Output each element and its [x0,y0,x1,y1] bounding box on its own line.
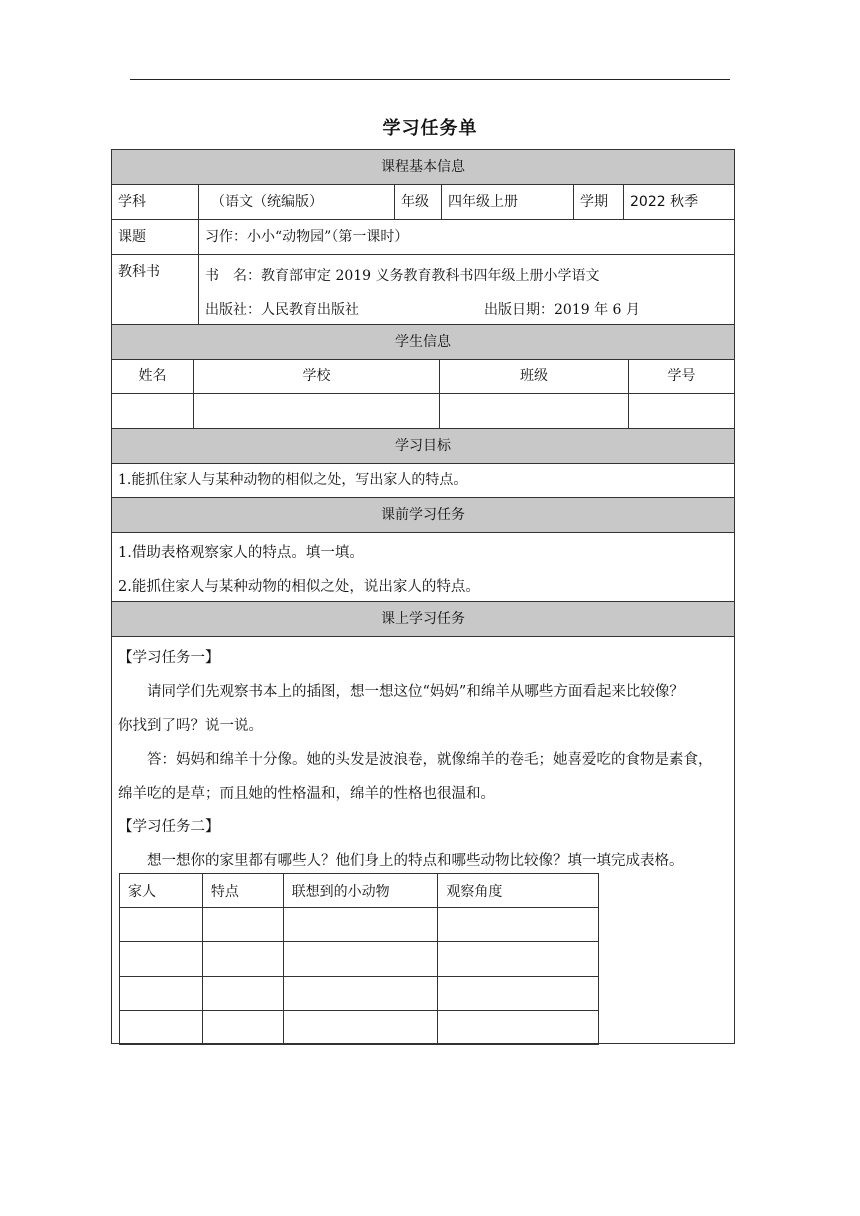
task1-title: 【学习任务一】 [118,650,220,666]
table-cell[interactable] [283,908,438,942]
table-cell[interactable] [438,942,599,976]
task-sheet [111,149,735,1044]
table-cell[interactable] [120,908,203,942]
student-info-columns [112,360,734,394]
student-school-input[interactable] [194,394,440,428]
table-row [120,908,599,942]
pre-class-tasks [112,533,734,602]
student-info-header: 学生信息 [112,325,734,360]
table-cell[interactable] [283,942,438,976]
task1-question-cont: 你找到了吗？说一说。 [118,718,263,734]
pre-class-header: 课前学习任务 [112,498,734,533]
student-school-label: 学校 [194,360,440,393]
student-number-label: 学号 [667,368,696,384]
header-animal: 联想到的小动物 [283,874,438,908]
family-animal-table [119,873,599,1045]
table-cell[interactable] [438,1010,599,1044]
pre-class-item: 2.能抓住家人与某种动物的相似之处，说出家人的特点。 [118,579,480,595]
in-class-header: 课上学习任务 [112,602,734,637]
task1-answer-cont: 绵羊吃的是草；而且她的性格温和，绵羊的性格也很温和。 [118,786,495,802]
table-row [120,942,599,976]
table-cell[interactable] [120,1010,203,1044]
table-cell[interactable] [438,976,599,1010]
table-cell[interactable] [283,976,438,1010]
student-name-input[interactable] [112,394,194,428]
grade-label: 年级 [395,185,442,219]
table-cell[interactable] [283,1010,438,1044]
course-info-row-textbook [112,255,734,325]
topic-label: 课题 [112,220,199,254]
course-info-row-subject [112,185,734,220]
book-name: 书 名：教育部审定 2019 义务教育教科书四年级上册小学语文 [205,268,600,284]
table-row [120,976,599,1010]
header-rule [130,79,730,80]
publish-date: 出版日期：2019 年 6 月 [484,302,640,318]
header-family: 家人 [120,874,203,908]
grade-value: 四年级上册 [442,185,574,219]
document-title: 学习任务单 [382,118,478,139]
course-info-header: 课程基本信息 [112,150,734,185]
student-name-label: 姓名 [112,360,194,393]
course-info-row-topic [112,220,734,255]
objective-item: 1.能抓住家人与某种动物的相似之处，写出家人的特点。 [112,464,734,498]
student-class-label: 班级 [440,360,629,393]
table-cell[interactable] [202,1010,283,1044]
table-cell[interactable] [202,942,283,976]
publisher: 出版社：人民教育出版社 [205,302,359,318]
table-cell[interactable] [120,976,203,1010]
task2-prompt: 想一想你的家里都有哪些人？他们身上的特点和哪些动物比较像？填一填完成表格。 [147,853,684,869]
term-value: 2022 秋季 [630,194,699,210]
table-header-row [120,874,599,908]
table-cell[interactable] [202,976,283,1010]
subject-value: （语文（统编版） [199,185,395,219]
student-number-input[interactable] [629,394,734,428]
task2-title: 【学习任务二】 [118,819,220,835]
student-class-input[interactable] [440,394,629,428]
task1-answer: 答：妈妈和绵羊十分像。她的头发是波浪卷，就像绵羊的卷毛；她喜爱吃的食物是素食， [147,752,713,768]
textbook-details [199,255,734,324]
header-angle: 观察角度 [438,874,599,908]
topic-value: 习作：小小“动物园”（第一课时） [205,229,409,245]
subject-label: 学科 [112,185,199,219]
student-info-blank-row [112,394,734,429]
table-cell[interactable] [202,908,283,942]
pre-class-item: 1.借助表格观察家人的特点。填一填。 [118,545,364,561]
task1-question: 请同学们先观察书本上的插图，想一想这位“妈妈”和绵羊从哪些方面看起来比较像？ [147,684,684,700]
table-row [120,1010,599,1044]
term-label: 学期 [574,185,624,219]
textbook-label: 教科书 [112,255,199,324]
header-traits: 特点 [202,874,283,908]
table-cell[interactable] [120,942,203,976]
table-cell[interactable] [438,908,599,942]
objectives-header: 学习目标 [112,429,734,464]
